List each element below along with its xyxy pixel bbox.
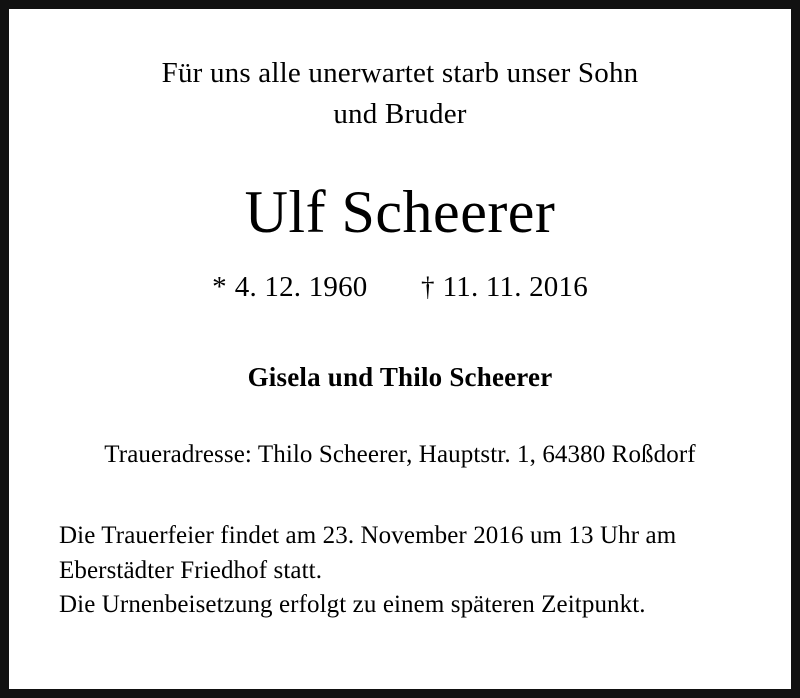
life-dates: [55, 271, 745, 304]
deceased-name: Ulf Scheerer: [244, 179, 556, 246]
death-date: [421, 271, 588, 304]
funeral-details: [59, 519, 745, 623]
details-line-3: Die Urnenbeisetzung erfolgt zu einem späteren Zeitpunkt.: [59, 591, 646, 619]
notice-inner: [9, 9, 791, 689]
survivors-names: Gisela und Thilo Scheerer: [247, 362, 553, 393]
birth-date: [212, 271, 367, 304]
birth-date-value: 4. 12. 1960: [234, 271, 368, 304]
details-line-2: Eberstädter Friedhof statt.: [59, 556, 323, 584]
details-line-1: Die Trauerfeier findet am 23. November 2016 um 13 Uhr am: [59, 522, 677, 550]
asterisk-icon: *: [212, 271, 227, 304]
cross-icon: †: [420, 272, 435, 303]
death-date-value: 11. 11. 2016: [442, 271, 588, 304]
mourning-address: Traueradresse: Thilo Scheerer, Hauptstr. 1, 64380 Roßdorf: [104, 441, 696, 469]
intro-text: [55, 53, 745, 135]
intro-line-2: und Bruder: [333, 98, 467, 131]
intro-line-1: Für uns alle unerwartet starb unser Sohn: [161, 57, 639, 89]
